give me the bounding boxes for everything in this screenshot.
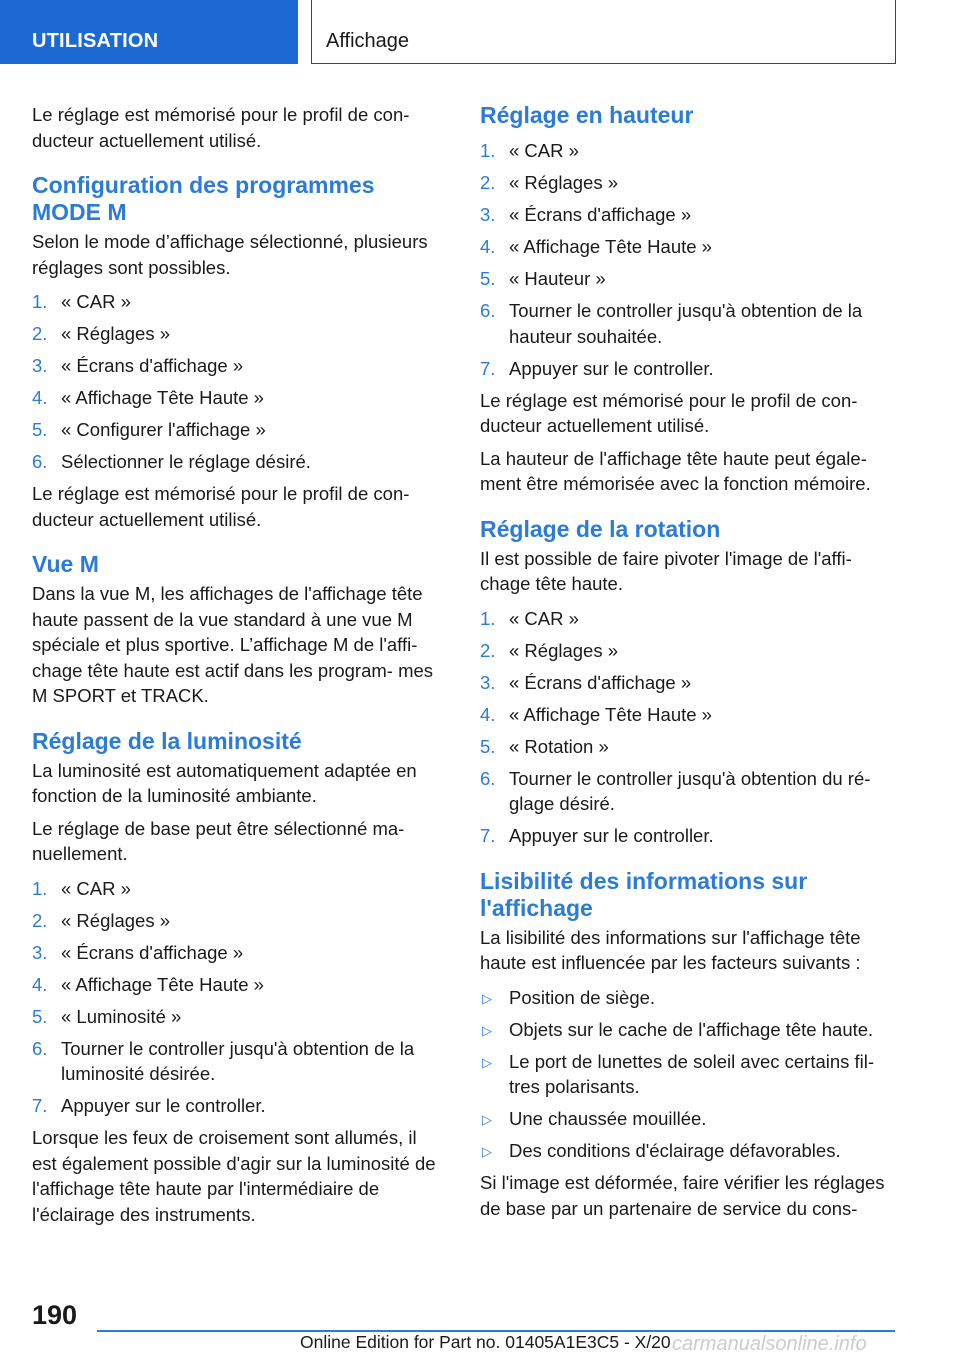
step-item: [32, 940, 444, 966]
heading-vue-m: Vue M: [32, 551, 99, 577]
rotation-text: Il est possible de faire pivoter l'image de l'affi‐ chage tête haute.: [480, 547, 852, 594]
luminosite-after: Lorsque les feux de croisement sont allumés, il est également possible d'agir sur la luminosité de l'affichage tête haute par l'intermédiaire de l'éclairage des instruments.: [32, 1127, 436, 1225]
hauteur-after-1: Le réglage est mémorisé pour le profil de con‐ ducteur actuellement utilisé.: [480, 389, 858, 436]
step-item: [32, 1036, 444, 1087]
step-item: [480, 356, 892, 382]
triangle-bullet-icon: ▷: [482, 1144, 492, 1159]
step-number: 6.: [32, 1037, 48, 1059]
step-item: [480, 702, 892, 728]
step-text: « Écrans d'affichage »: [61, 355, 244, 376]
step-text: « CAR »: [509, 607, 579, 629]
step-text: « Affichage Tête Haute »: [509, 236, 712, 257]
mode-m-steps: [32, 289, 444, 475]
step-item: [480, 234, 892, 260]
heading-mode-m: Configuration des programmes MODE M: [32, 172, 375, 225]
step-item: [480, 766, 892, 817]
step-item: [32, 353, 444, 379]
step-item: [32, 449, 444, 475]
triangle-bullet-icon: ▷: [482, 1054, 492, 1070]
step-item: [32, 321, 444, 347]
step-text: Tourner le controller jusqu'à obtention de la luminosité désirée.: [61, 1037, 415, 1084]
mode-m-after: Le réglage est mémorisé pour le profil de con‐ ducteur actuellement utilisé.: [32, 483, 410, 530]
triangle-bullet-icon: ▷: [482, 990, 492, 1006]
step-item: [480, 638, 892, 664]
step-item: [32, 972, 444, 998]
intro-paragraph: Le réglage est mémorisé pour le profil de con‐ ducteur actuellement utilisé.: [32, 104, 410, 151]
heading-luminosite: Réglage de la luminosité: [32, 727, 302, 754]
step-number: 1.: [480, 140, 496, 161]
step-number: 5.: [480, 268, 496, 289]
hauteur-after-2: La hauteur de l'affichage tête haute peut égale‐ ment être mémorisée avec la fonction mémoire.: [480, 447, 871, 494]
step-text: « Écrans d'affichage »: [509, 671, 692, 693]
step-number: 4.: [32, 973, 48, 995]
bullet-item: [480, 1138, 892, 1164]
step-item: [480, 170, 892, 196]
step-number: 6.: [32, 451, 48, 472]
step-text: Tourner le controller jusqu'à obtention de la hauteur souhaitée.: [509, 300, 863, 347]
bullet-text: Une chaussée mouillée.: [509, 1108, 707, 1129]
step-text: Sélectionner le réglage désiré.: [61, 451, 311, 472]
page-number: 190: [32, 1300, 78, 1330]
heading-lisibilite: Lisibilité des informations sur l'affichage: [480, 867, 808, 921]
luminosite-text-2: Le réglage de base peut être sélectionné ma‐ nuellement.: [32, 817, 405, 864]
step-item: [480, 202, 892, 228]
heading-rotation: Réglage de la rotation: [480, 515, 721, 542]
step-item: [480, 298, 892, 349]
step-text: « Réglages »: [61, 909, 171, 931]
step-number: 3.: [32, 941, 48, 963]
step-text: Appuyer sur le controller.: [61, 1095, 266, 1116]
edition-text: Online Edition for Part no. 01405A1E3C5 - X/20: [300, 1332, 671, 1352]
step-number: 4.: [480, 703, 496, 725]
left-column: [32, 102, 444, 1234]
step-item: [480, 606, 892, 632]
step-text: « Réglages »: [61, 323, 171, 344]
lisibilite-bullets: [480, 985, 892, 1164]
bullet-item: [480, 985, 892, 1011]
step-number: 7.: [480, 357, 496, 379]
step-item: [480, 823, 892, 849]
step-item: [480, 670, 892, 696]
step-number: 5.: [32, 1005, 48, 1027]
watermark-logo: carmanualsonline.info: [672, 1333, 867, 1355]
step-item: [480, 734, 892, 760]
step-text: « Luminosité »: [61, 1005, 182, 1027]
step-item: [32, 908, 444, 934]
triangle-bullet-icon: ▷: [482, 1112, 492, 1127]
bullet-item: [480, 1106, 892, 1132]
bullet-item: [480, 1049, 892, 1100]
step-number: 2.: [480, 639, 496, 661]
step-text: « Réglages »: [509, 172, 619, 193]
bullet-text: Objets sur le cache de l'affichage tête haute.: [509, 1018, 874, 1040]
step-text: « Écrans d'affichage »: [61, 941, 244, 963]
luminosite-steps: [32, 876, 444, 1119]
step-number: 4.: [480, 236, 496, 257]
step-text: « Rotation »: [509, 735, 609, 757]
step-text: « Hauteur »: [509, 268, 606, 289]
step-text: Appuyer sur le controller.: [509, 825, 714, 846]
triangle-bullet-icon: ▷: [482, 1022, 492, 1038]
step-text: « CAR »: [509, 140, 579, 161]
step-item: [32, 876, 444, 902]
vue-m-text: Dans la vue M, les affichages de l'affichage tête haute passent de la vue standard à une vue M spéciale et plus sportive. L’affichage M de l'affi‐ chage tête haute est actif dans les program‐ mes M SPORT et TRACK.: [32, 583, 434, 706]
bullet-text: Le port de lunettes de soleil avec certains fil‐ tres polarisants.: [509, 1050, 875, 1097]
rotation-steps: [480, 606, 892, 849]
step-text: « Configurer l'affichage »: [61, 419, 266, 440]
step-item: [32, 289, 444, 315]
step-number: 3.: [32, 355, 48, 376]
hauteur-steps: [480, 138, 892, 381]
step-text: Appuyer sur le controller.: [509, 357, 714, 379]
step-number: 6.: [480, 300, 496, 321]
step-number: 7.: [32, 1095, 48, 1116]
step-item: [32, 417, 444, 443]
step-number: 7.: [480, 825, 496, 846]
step-text: « Écrans d'affichage »: [509, 204, 692, 225]
step-text: « CAR »: [61, 291, 131, 312]
step-item: [480, 138, 892, 164]
luminosite-text-1: La luminosité est automatiquement adaptée en fonction de la luminosité ambiante.: [32, 759, 417, 806]
step-number: 3.: [480, 204, 496, 225]
step-text: « Affichage Tête Haute »: [61, 387, 264, 408]
step-item: [32, 1093, 444, 1119]
lisibilite-text: La lisibilité des informations sur l'affichage tête haute est influencée par les facteurs suivants :: [480, 926, 861, 973]
step-number: 3.: [480, 671, 496, 693]
step-number: 1.: [480, 607, 496, 629]
step-number: 5.: [480, 735, 496, 757]
step-text: « Affichage Tête Haute »: [509, 703, 712, 725]
step-number: 4.: [32, 387, 48, 408]
step-number: 5.: [32, 419, 48, 440]
section-tab: UTILISATION: [0, 0, 298, 64]
topic-title: Affichage: [311, 0, 896, 64]
step-number: 6.: [480, 767, 496, 789]
bullet-text: Des conditions d'éclairage défavorables.: [509, 1140, 841, 1161]
step-number: 2.: [32, 909, 48, 931]
step-text: « Affichage Tête Haute »: [61, 973, 264, 995]
step-item: [32, 1004, 444, 1030]
right-column: [480, 102, 892, 1228]
step-text: Tourner le controller jusqu'à obtention du ré‐ glage désiré.: [509, 767, 871, 814]
step-number: 1.: [32, 877, 48, 899]
bullet-text: Position de siège.: [509, 986, 656, 1008]
step-number: 2.: [480, 172, 496, 193]
bullet-item: [480, 1017, 892, 1043]
lisibilite-after: Si l'image est déformée, faire vérifier les réglages de base par un partenaire de service du cons‐: [480, 1172, 885, 1219]
step-text: « CAR »: [61, 877, 131, 899]
mode-m-text: Selon le mode d’affichage sélectionné, plusieurs réglages sont possibles.: [32, 231, 428, 278]
step-text: « Réglages »: [509, 639, 619, 661]
step-item: [480, 266, 892, 292]
step-number: 1.: [32, 291, 48, 312]
step-item: [32, 385, 444, 411]
step-number: 2.: [32, 323, 48, 344]
heading-hauteur: Réglage en hauteur: [480, 102, 694, 128]
